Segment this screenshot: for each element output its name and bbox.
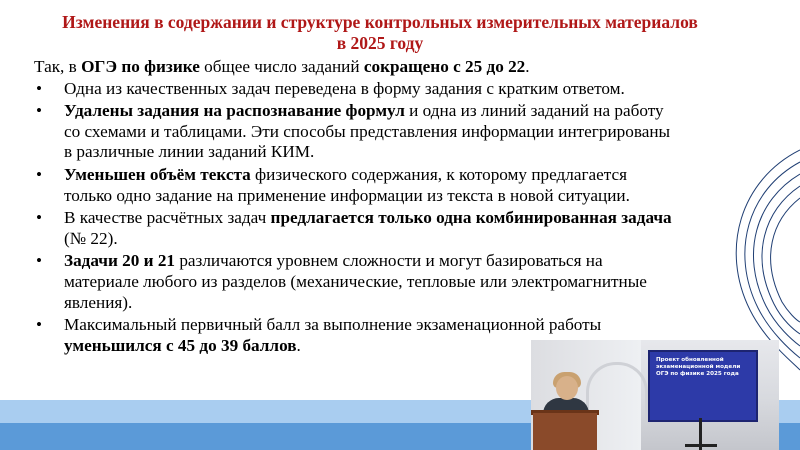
intro-text: общее число заданий xyxy=(199,57,364,76)
screen-title: Проект обновленной экзаменационной модели ОГЭ по физике 2025 года xyxy=(656,357,741,377)
bullet-list xyxy=(34,79,674,357)
bullet-marker: • xyxy=(36,208,43,228)
bullet-item xyxy=(34,165,674,206)
bullet-item xyxy=(34,251,674,313)
bullet-marker: • xyxy=(36,78,43,98)
presentation-screen xyxy=(648,350,758,422)
bullet-marker: • xyxy=(36,315,43,335)
bullet-marker: • xyxy=(36,251,43,271)
bullet-item xyxy=(34,208,674,249)
podium xyxy=(533,413,597,450)
bullet-bold-text: предлагается только одна комбинированная задача xyxy=(270,208,672,228)
intro-bold-text: ОГЭ по физике xyxy=(81,57,200,76)
intro-text: Так, в xyxy=(34,57,82,76)
speaker-photo xyxy=(531,340,779,450)
bullet-text: физического содержания, к которому предлагается только одно задание на применение информации из текста в новой ситуации. xyxy=(64,164,630,205)
slide-body xyxy=(34,57,674,358)
bullet-text: В качестве расчётных задач xyxy=(64,208,271,228)
bullet-item xyxy=(34,101,674,163)
bullet-text: и одна из линий заданий на работу со схемами и таблицами. Эти способы представления информации интегрированы в различные линии заданий КИМ. xyxy=(64,101,671,162)
screen-stand-base xyxy=(685,444,717,447)
intro-paragraph xyxy=(34,57,674,78)
slide-title: Изменения в содержании и структуре контрольных измерительных материалов в 2025 году xyxy=(62,12,698,53)
bullet-bold-text: уменьшился с 45 до 39 баллов xyxy=(64,335,297,355)
bullet-text: различаются уровнем сложности и могут базироваться на материале любого из разделов (механические, тепловые или электромагнитные явления). xyxy=(64,251,647,312)
bullet-item xyxy=(34,79,674,100)
bullet-text: Одна из качественных задач переведена в форму задания с кратким ответом. xyxy=(64,78,625,98)
bullet-text: Максимальный первичный балл за выполнение экзаменационной работы xyxy=(64,315,602,335)
bullet-marker: • xyxy=(36,101,43,121)
bullet-marker: • xyxy=(36,164,43,184)
intro-bold-text: сокращено с 25 до 22 xyxy=(363,57,526,76)
bullet-bold-text: Уменьшен объём текста xyxy=(64,164,251,184)
bullet-bold-text: Задачи 20 и 21 xyxy=(64,251,176,271)
speaker-head xyxy=(556,376,578,400)
bullet-text: . xyxy=(296,335,301,355)
intro-text: . xyxy=(525,57,530,76)
bullet-text: (№ 22). xyxy=(64,228,118,248)
bullet-bold-text: Удалены задания на распознавание формул xyxy=(64,101,405,121)
